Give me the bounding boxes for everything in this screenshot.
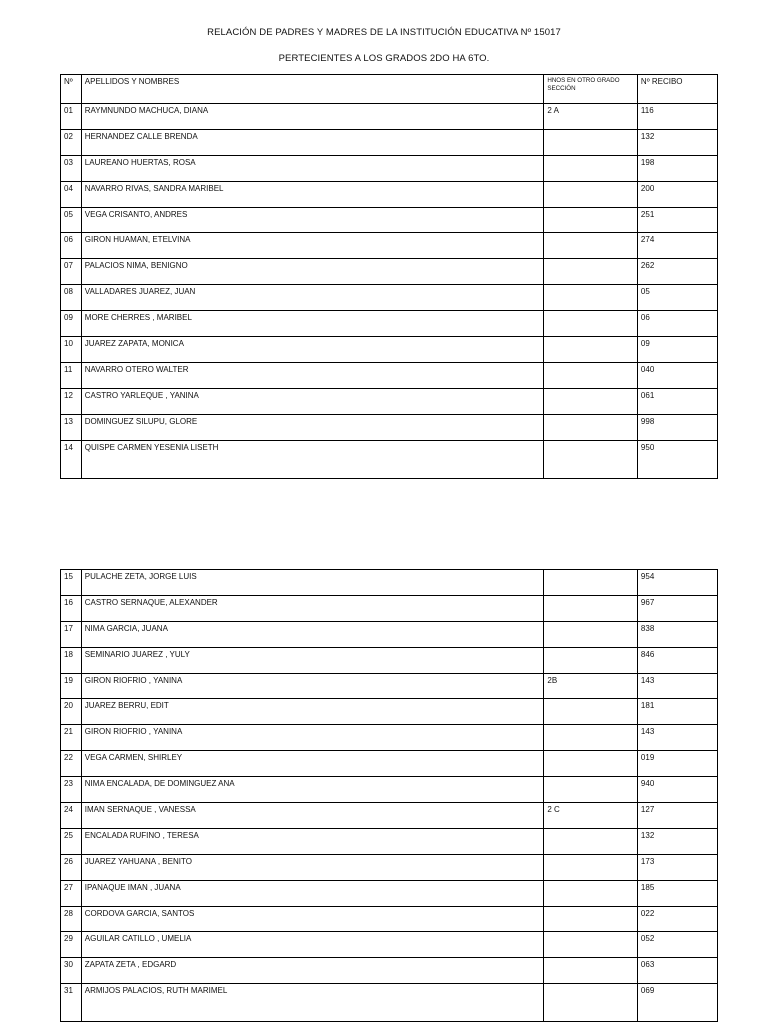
row-name: PULACHE ZETA, JORGE LUIS: [81, 570, 544, 596]
row-section: [544, 207, 638, 233]
row-name: VEGA CARMEN, SHIRLEY: [81, 751, 544, 777]
row-receipt: 09: [637, 337, 717, 363]
row-name: NAVARRO OTERO WALTER: [81, 362, 544, 388]
row-receipt: 954: [637, 570, 717, 596]
row-section: [544, 932, 638, 958]
row-section: [544, 828, 638, 854]
row-name: NIMA GARCIA, JUANA: [81, 621, 544, 647]
row-receipt: 132: [637, 828, 717, 854]
row-number: 14: [61, 440, 82, 478]
row-receipt: 251: [637, 207, 717, 233]
row-receipt: 185: [637, 880, 717, 906]
row-receipt: 132: [637, 129, 717, 155]
row-section: [544, 440, 638, 478]
row-number: 10: [61, 337, 82, 363]
row-receipt: 181: [637, 699, 717, 725]
table-row: [61, 932, 718, 958]
row-receipt: 019: [637, 751, 717, 777]
table-row: [61, 854, 718, 880]
row-number: 04: [61, 181, 82, 207]
row-name: ENCALADA RUFINO , TERESA: [81, 828, 544, 854]
table-row: [61, 699, 718, 725]
row-name: GIRON HUAMAN, ETELVINA: [81, 233, 544, 259]
row-name: GIRON RIOFRIO , YANINA: [81, 673, 544, 699]
row-number: 11: [61, 362, 82, 388]
row-section: [544, 337, 638, 363]
table-row: [61, 803, 718, 829]
row-section: [544, 984, 638, 1022]
row-name: RAYMNUNDO MACHUCA, DIANA: [81, 104, 544, 130]
row-section: [544, 595, 638, 621]
row-number: 26: [61, 854, 82, 880]
table-row: [61, 259, 718, 285]
row-receipt: 200: [637, 181, 717, 207]
row-number: 12: [61, 388, 82, 414]
row-section: [544, 311, 638, 337]
header-name: APELLIDOS Y NOMBRES: [81, 75, 544, 104]
table-row: [61, 440, 718, 478]
table-row: [61, 570, 718, 596]
row-number: 29: [61, 932, 82, 958]
row-name: IMAN SERNAQUE , VANESSA: [81, 803, 544, 829]
table-row: [61, 906, 718, 932]
table-row: [61, 155, 718, 181]
row-receipt: 274: [637, 233, 717, 259]
row-number: 08: [61, 285, 82, 311]
row-name: VALLADARES JUAREZ, JUAN: [81, 285, 544, 311]
row-number: 17: [61, 621, 82, 647]
row-section: [544, 958, 638, 984]
row-section: 2 A: [544, 104, 638, 130]
row-receipt: 967: [637, 595, 717, 621]
row-receipt: 040: [637, 362, 717, 388]
row-section: 2 C: [544, 803, 638, 829]
row-number: 05: [61, 207, 82, 233]
row-section: [544, 414, 638, 440]
row-name: JUAREZ YAHUANA , BENITO: [81, 854, 544, 880]
row-number: 16: [61, 595, 82, 621]
row-number: 23: [61, 777, 82, 803]
row-name: VEGA CRISANTO, ANDRES: [81, 207, 544, 233]
row-section: [544, 647, 638, 673]
header-number: Nº: [61, 75, 82, 104]
row-section: [544, 699, 638, 725]
row-receipt: 06: [637, 311, 717, 337]
row-number: 24: [61, 803, 82, 829]
row-number: 22: [61, 751, 82, 777]
row-name: QUISPE CARMEN YESENIA LISETH: [81, 440, 544, 478]
row-name: MORE CHERRES , MARIBEL: [81, 311, 544, 337]
table-row: [61, 673, 718, 699]
table-row: [61, 362, 718, 388]
header-section: HNOS EN OTRO GRADO SECCIÓN: [544, 75, 638, 104]
table-row: [61, 104, 718, 130]
row-section: [544, 621, 638, 647]
table-row: [61, 129, 718, 155]
row-name: AGUILAR CATILLO , UMELIA: [81, 932, 544, 958]
table-row: [61, 828, 718, 854]
row-number: 21: [61, 725, 82, 751]
row-section: [544, 129, 638, 155]
row-name: JUAREZ BERRU, EDIT: [81, 699, 544, 725]
table-row: [61, 337, 718, 363]
table-row: [61, 621, 718, 647]
row-section: [544, 751, 638, 777]
row-name: CORDOVA GARCIA, SANTOS: [81, 906, 544, 932]
row-name: CASTRO YARLEQUE , YANINA: [81, 388, 544, 414]
row-section: [544, 285, 638, 311]
table-row: [61, 647, 718, 673]
row-section: [544, 570, 638, 596]
row-section: [544, 181, 638, 207]
row-number: 09: [61, 311, 82, 337]
row-name: SEMINARIO JUAREZ , YULY: [81, 647, 544, 673]
row-number: 31: [61, 984, 82, 1022]
row-receipt: 063: [637, 958, 717, 984]
table-row: [61, 984, 718, 1022]
row-receipt: 940: [637, 777, 717, 803]
table-row: [61, 958, 718, 984]
row-number: 27: [61, 880, 82, 906]
row-number: 25: [61, 828, 82, 854]
row-section: 2B: [544, 673, 638, 699]
row-receipt: 998: [637, 414, 717, 440]
parents-table-1: [60, 74, 718, 479]
row-section: [544, 725, 638, 751]
table-row: [61, 414, 718, 440]
row-number: 02: [61, 129, 82, 155]
row-number: 06: [61, 233, 82, 259]
row-receipt: 069: [637, 984, 717, 1022]
row-name: ARMIJOS PALACIOS, RUTH MARIMEL: [81, 984, 544, 1022]
row-name: ZAPATA ZETA , EDGARD: [81, 958, 544, 984]
row-number: 03: [61, 155, 82, 181]
row-receipt: 022: [637, 906, 717, 932]
parents-table-2: [60, 569, 718, 1022]
row-name: NAVARRO RIVAS, SANDRA MARIBEL: [81, 181, 544, 207]
table-header-row: [61, 75, 718, 104]
row-section: [544, 388, 638, 414]
row-receipt: 052: [637, 932, 717, 958]
header-receipt: Nº RECIBO: [637, 75, 717, 104]
row-receipt: 173: [637, 854, 717, 880]
table-row: [61, 777, 718, 803]
row-number: 19: [61, 673, 82, 699]
row-number: 13: [61, 414, 82, 440]
row-section: [544, 259, 638, 285]
row-number: 18: [61, 647, 82, 673]
row-section: [544, 777, 638, 803]
document-title: RELACIÓN DE PADRES Y MADRES DE LA INSTITUCIÓN EDUCATIVA Nº 15017: [207, 27, 561, 38]
row-name: IPANAQUE IMAN , JUANA: [81, 880, 544, 906]
row-receipt: 116: [637, 104, 717, 130]
row-receipt: 05: [637, 285, 717, 311]
row-section: [544, 854, 638, 880]
document-subtitle: PERTECIENTES A LOS GRADOS 2DO HA 6TO.: [278, 53, 490, 64]
row-receipt: 198: [637, 155, 717, 181]
table-row: [61, 181, 718, 207]
row-section: [544, 155, 638, 181]
table-row: [61, 880, 718, 906]
row-receipt: 061: [637, 388, 717, 414]
row-name: PALACIOS NIMA, BENIGNO: [81, 259, 544, 285]
row-name: JUAREZ ZAPATA, MONICA: [81, 337, 544, 363]
row-name: CASTRO SERNAQUE, ALEXANDER: [81, 595, 544, 621]
table-row: [61, 311, 718, 337]
row-name: GIRON RIOFRIO , YANINA: [81, 725, 544, 751]
table-row: [61, 285, 718, 311]
row-number: 01: [61, 104, 82, 130]
row-section: [544, 362, 638, 388]
table-row: [61, 233, 718, 259]
row-section: [544, 906, 638, 932]
row-name: LAUREANO HUERTAS, ROSA: [81, 155, 544, 181]
row-name: HERNANDEZ CALLE BRENDA: [81, 129, 544, 155]
row-name: NIMA ENCALADA, DE DOMINGUEZ ANA: [81, 777, 544, 803]
row-receipt: 127: [637, 803, 717, 829]
row-section: [544, 233, 638, 259]
row-number: 15: [61, 570, 82, 596]
table-row: [61, 751, 718, 777]
row-section: [544, 880, 638, 906]
row-number: 20: [61, 699, 82, 725]
row-receipt: 262: [637, 259, 717, 285]
table-row: [61, 595, 718, 621]
row-receipt: 838: [637, 621, 717, 647]
row-receipt: 143: [637, 673, 717, 699]
row-number: 07: [61, 259, 82, 285]
table-row: [61, 388, 718, 414]
row-receipt: 143: [637, 725, 717, 751]
row-number: 30: [61, 958, 82, 984]
table-row: [61, 725, 718, 751]
row-receipt: 950: [637, 440, 717, 478]
row-name: DOMINGUEZ SILUPU, GLORE: [81, 414, 544, 440]
table-row: [61, 207, 718, 233]
row-receipt: 846: [637, 647, 717, 673]
row-number: 28: [61, 906, 82, 932]
